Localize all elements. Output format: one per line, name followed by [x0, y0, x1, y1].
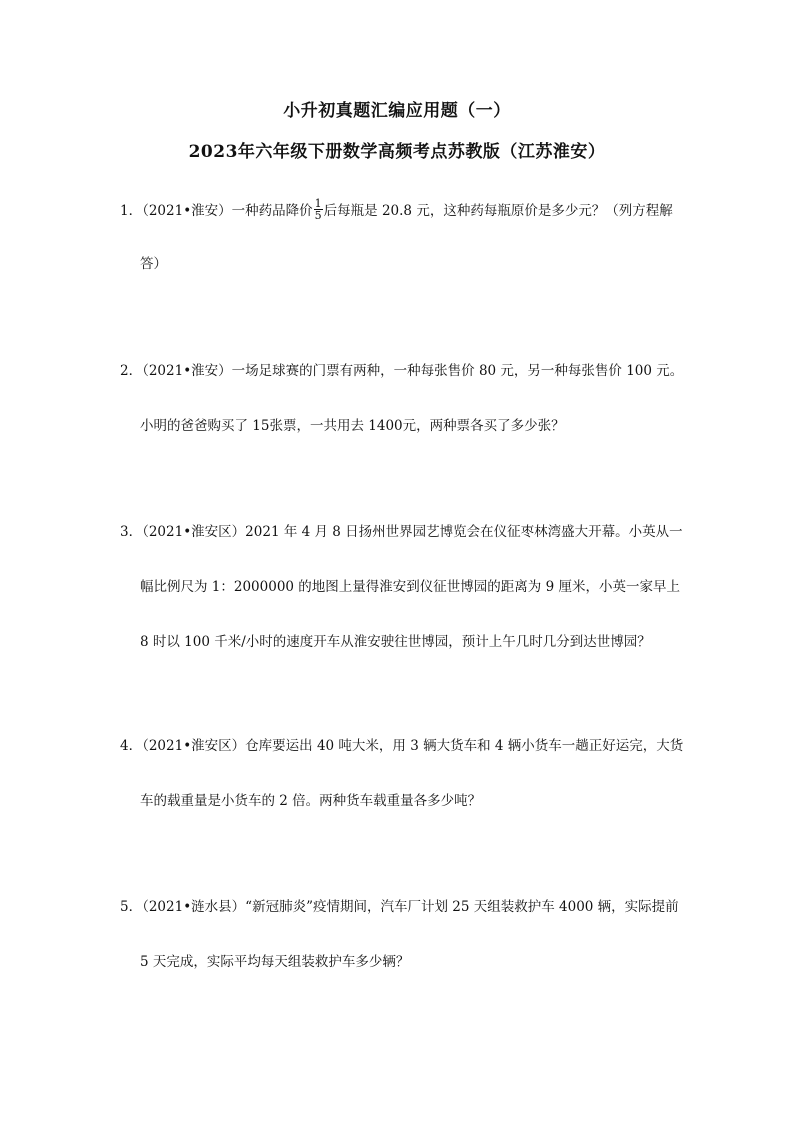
- question-3-line-1: [120, 523, 683, 541]
- question-source: （2021•淮安区）: [142, 524, 246, 540]
- document-subtitle: 2023年六年级下册数学高频考点苏教版（江苏淮安）: [188, 142, 606, 162]
- question-text: 后每瓶是 20.8 元，这种药每瓶原价是多少元？（列方程解: [323, 203, 673, 219]
- question-number: 3．: [120, 524, 143, 540]
- question-text: “新冠肺炎”疫情期间，汽车厂计划 25 天组装救护车 4000 辆，实际提前: [245, 899, 679, 915]
- question-2-line-1: [120, 362, 683, 380]
- question-2-line-2: 小明的爸爸购买了 15张票，一共用去 1400元，两种票各买了多少张？: [140, 418, 565, 434]
- question-1-line-1: [120, 197, 673, 223]
- question-number: 5．: [120, 899, 143, 915]
- question-3-line-2: 幅比例尺为 1：2000000 的地图上量得淮安到仪征世博园的距离为 9 厘米，小英一家早上: [140, 579, 680, 595]
- question-source: （2021•淮安）: [142, 363, 232, 379]
- question-1-line-2: 答）: [140, 256, 167, 272]
- question-text: 一种药品降价: [231, 203, 313, 219]
- question-number: 1．: [120, 203, 143, 219]
- fraction: [314, 198, 323, 221]
- question-text: 2021 年 4 月 8 日扬州世界园艺博览会在仪征枣林湾盛大开幕。小英从一: [245, 524, 683, 540]
- question-source: （2021•淮安区）: [142, 738, 246, 754]
- question-4-line-1: [120, 737, 683, 755]
- fraction-numerator: 1: [314, 197, 322, 210]
- question-text: 仓库要运出 40 吨大米，用 3 辆大货车和 4 辆小货车一趟正好运完，大货: [245, 738, 684, 754]
- question-number: 2．: [120, 363, 143, 379]
- question-number: 4．: [120, 738, 143, 754]
- question-text: 一场足球赛的门票有两种，一种每张售价 80 元，另一种每张售价 100 元。: [231, 363, 684, 379]
- fraction-denominator: 5: [314, 209, 322, 222]
- question-5-line-2: 5 天完成，实际平均每天组装救护车多少辆？: [140, 954, 410, 970]
- question-3-line-3: 8 时以 100 千米/小时的速度开车从淮安驶往世博园，预计上午几时几分到达世博园？: [140, 634, 651, 650]
- document-title: 小升初真题汇编应用题（一）: [283, 101, 511, 121]
- question-4-line-2: 车的载重量是小货车的 2 倍。两种货车载重量各多少吨？: [140, 793, 482, 809]
- question-source: （2021•涟水县）: [142, 899, 246, 915]
- question-source: （2021•淮安）: [142, 203, 232, 219]
- question-5-line-1: [120, 898, 679, 916]
